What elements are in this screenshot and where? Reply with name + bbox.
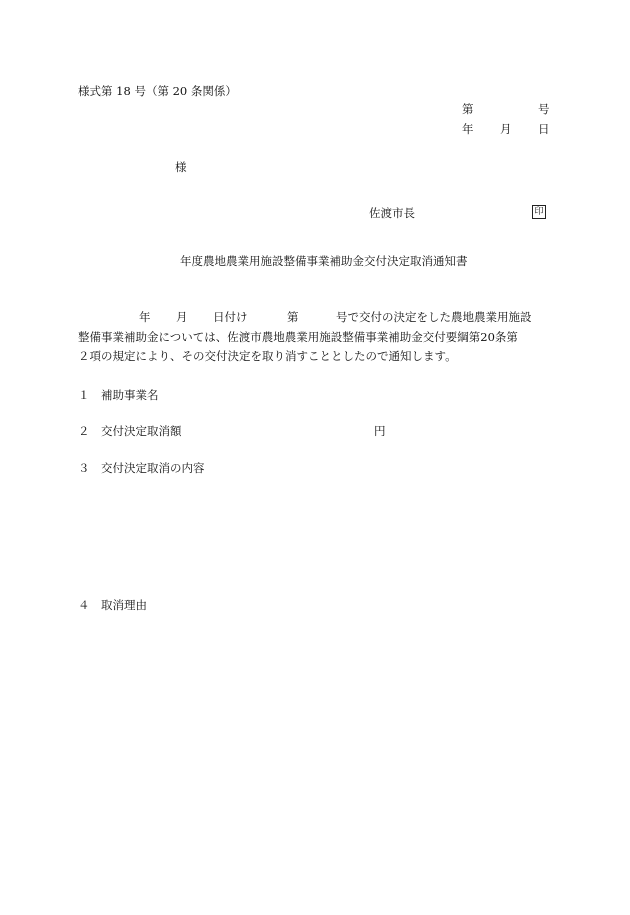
body-line3: ２項の規定により、その交付決定を取り消すこととしたので通知します。	[78, 349, 457, 363]
form-label: 様式第 18 号（第 20 条関係）	[78, 84, 237, 98]
seal-stamp: 印	[532, 205, 546, 219]
doc-date-year: 年	[462, 122, 474, 136]
item-2-label: 交付決定取消額	[101, 424, 182, 438]
item-2-unit: 円	[374, 424, 386, 438]
body-line2: 整備事業補助金については、佐渡市農地農業用施設整備事業補助金交付要綱第20条第	[78, 330, 518, 344]
item-1-number: １	[78, 388, 90, 402]
doc-number-dai: 第	[462, 102, 474, 116]
item-4-label: 取消理由	[101, 598, 147, 612]
item-3-number: ３	[78, 461, 90, 475]
body-line1-year: 年	[139, 310, 151, 324]
doc-date-month: 月	[500, 122, 512, 136]
doc-number-go: 号	[538, 102, 550, 116]
item-3-label: 交付決定取消の内容	[101, 461, 205, 475]
addressee-honorific: 様	[175, 160, 187, 174]
body-line1-rest: 号で交付の決定をした農地農業用施設	[336, 310, 532, 324]
doc-date-day: 日	[538, 122, 550, 136]
item-1-label: 補助事業名	[101, 388, 159, 402]
body-line1-month: 月	[176, 310, 188, 324]
body-line1-dai: 第	[287, 310, 299, 324]
body-line1-day-dated: 日付け	[213, 310, 248, 324]
item-2-number: ２	[78, 424, 90, 438]
document-title: 年度農地農業用施設整備事業補助金交付決定取消通知書	[180, 254, 468, 268]
issuer-title: 佐渡市長	[369, 206, 415, 220]
item-4-number: ４	[78, 598, 90, 612]
